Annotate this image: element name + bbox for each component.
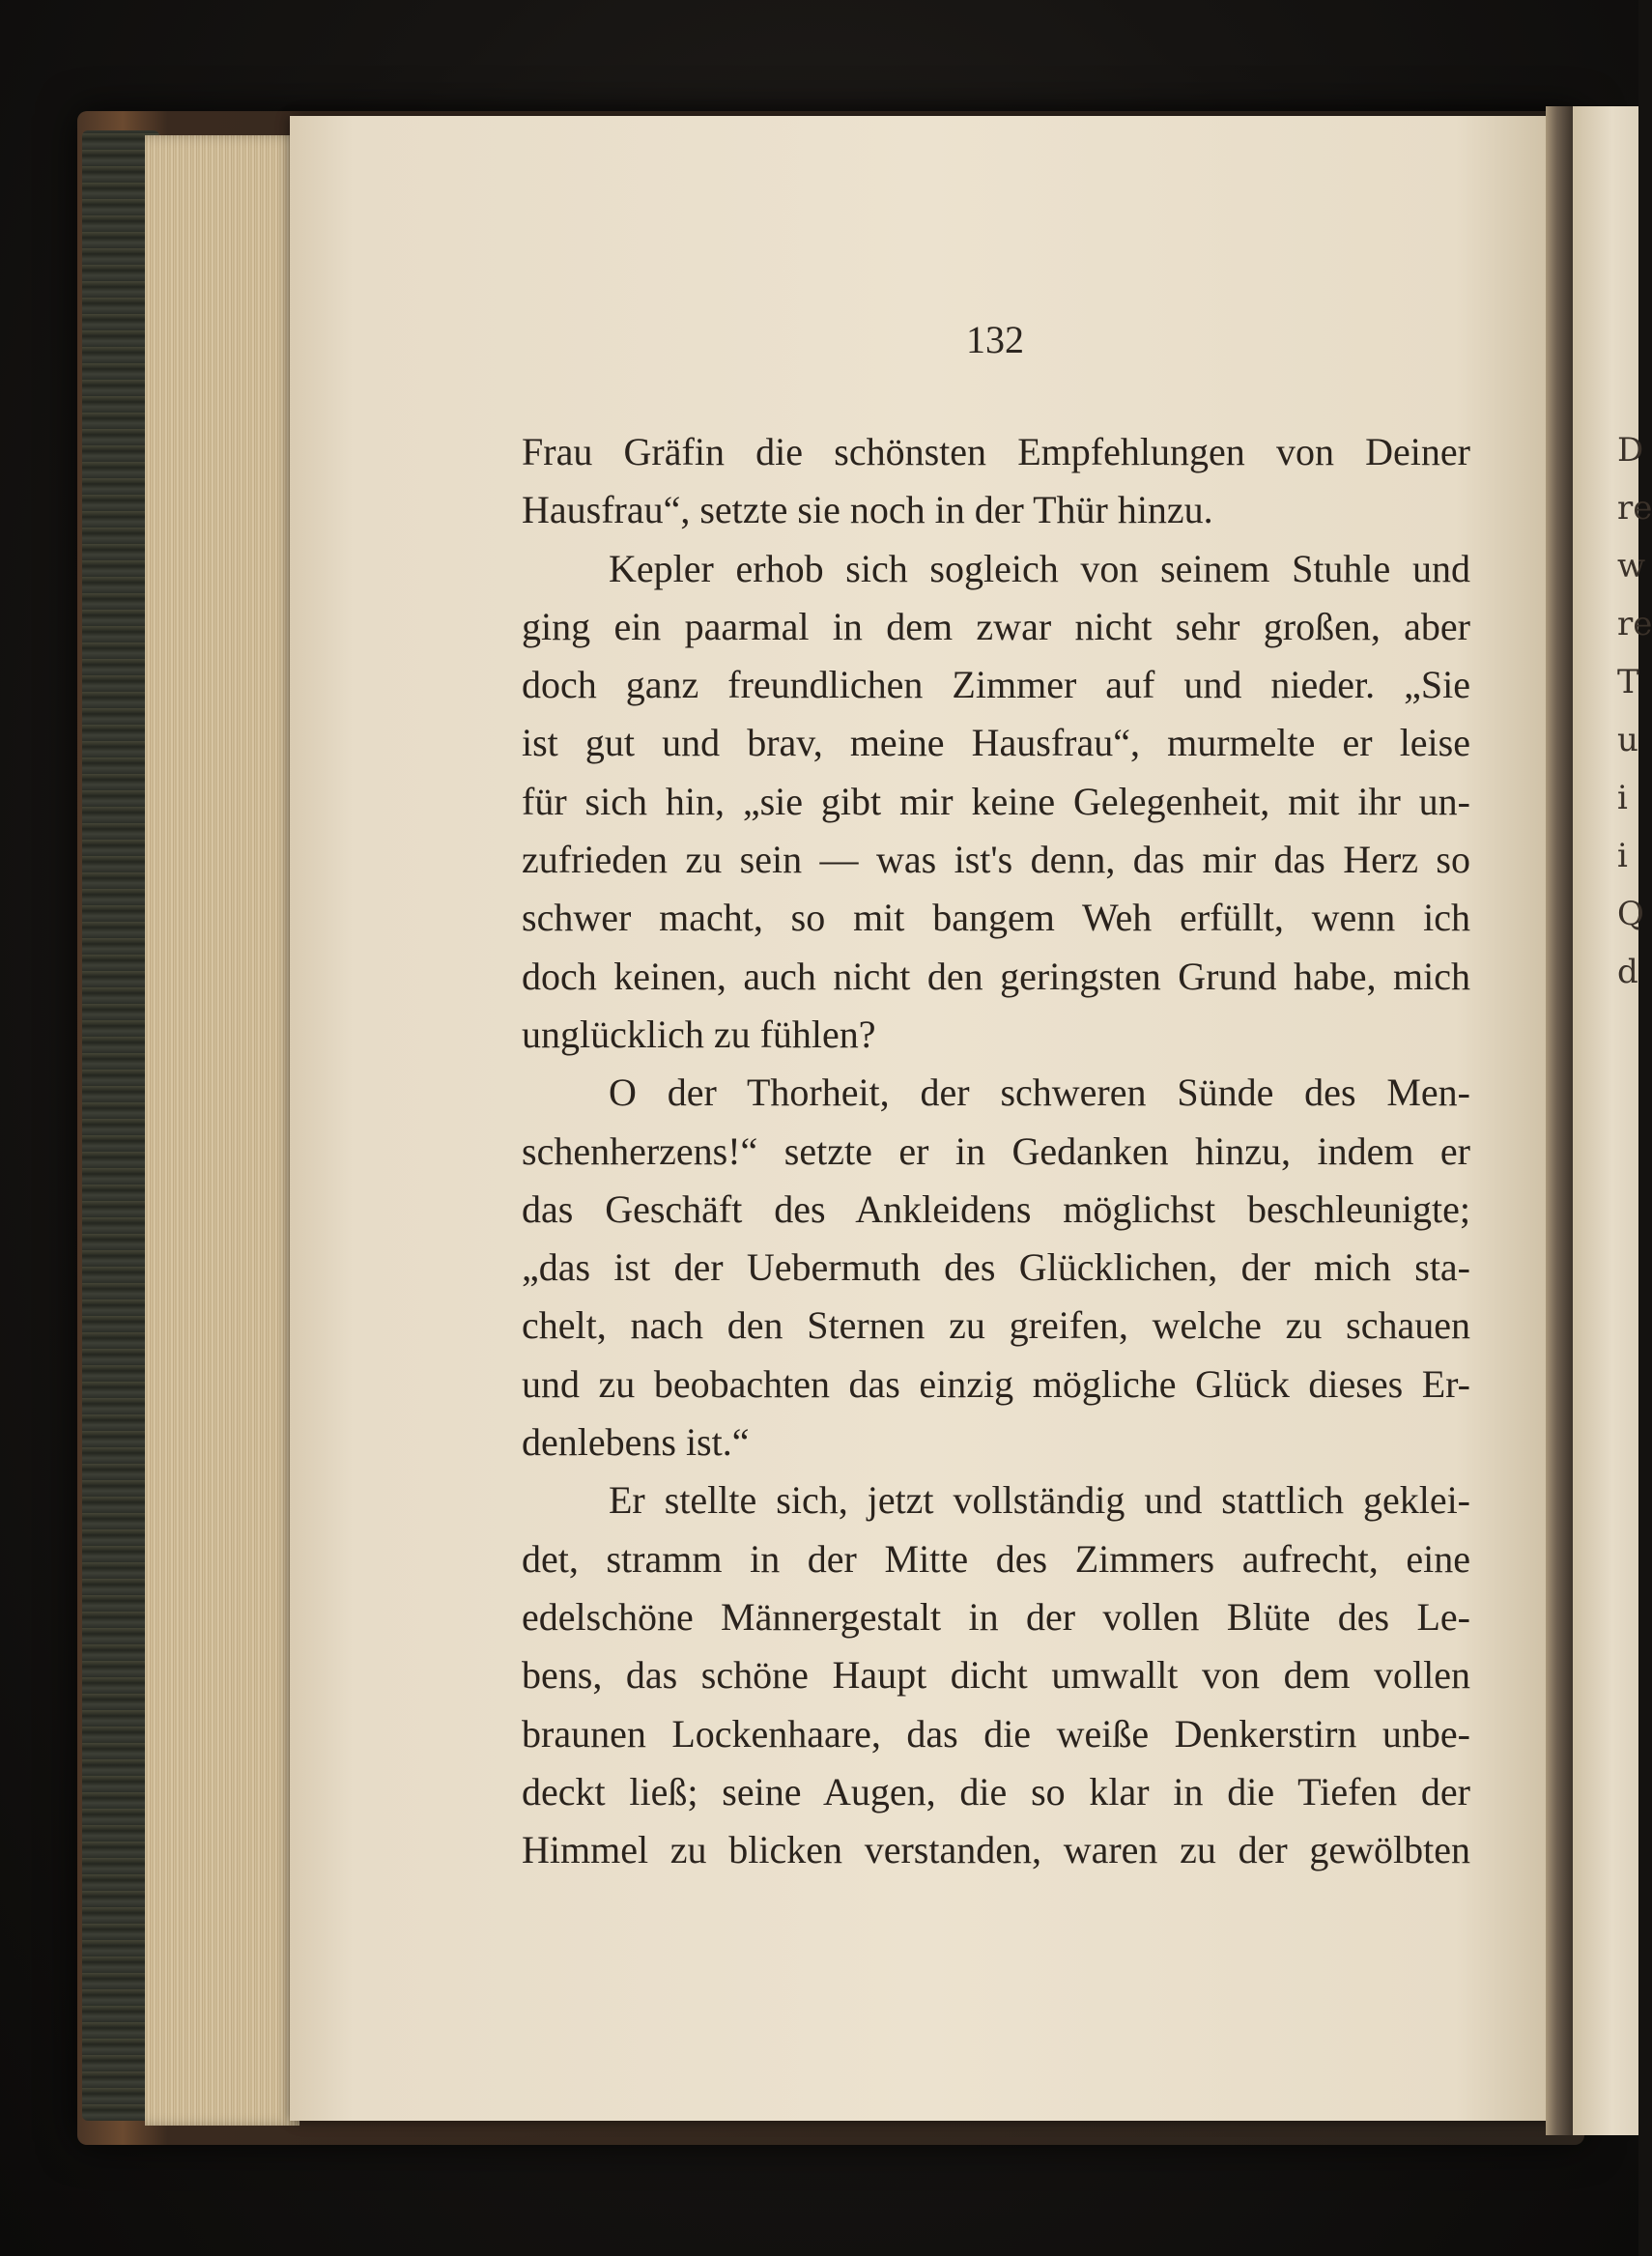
text-line: und zu beobachten das einzig mögliche Glück dieses Er- bbox=[522, 1361, 1470, 1406]
text-line: edelschöne Männergestalt in der vollen Blüte des Le- bbox=[522, 1594, 1470, 1639]
facing-page-edge bbox=[1573, 106, 1652, 2135]
facing-page-fragment: u bbox=[1617, 721, 1638, 759]
text-line: denlebens ist.“ bbox=[522, 1420, 750, 1465]
facing-page-fragment: i bbox=[1617, 779, 1628, 817]
facing-page-fragment: i bbox=[1617, 837, 1628, 875]
text-line: „das ist der Uebermuth des Glücklichen, der mich sta- bbox=[522, 1245, 1470, 1290]
text-line: schenherzens!“ setzte er in Gedanken hinzu, indem er bbox=[522, 1128, 1470, 1173]
facing-page-fragment: re bbox=[1617, 605, 1652, 643]
text-line: det, stramm in der Mitte des Zimmers aufrecht, eine bbox=[522, 1536, 1470, 1581]
text-line: bens, das schöne Haupt dicht umwallt von dem vollen bbox=[522, 1653, 1470, 1698]
facing-page-fragment: d bbox=[1617, 953, 1638, 991]
text-line: schwer macht, so mit bangem Weh erfüllt, wenn ich bbox=[522, 896, 1470, 940]
facing-page-fragment: D bbox=[1617, 431, 1644, 470]
facing-page-fragment: Q bbox=[1617, 895, 1644, 933]
page-number: 132 bbox=[966, 318, 1024, 361]
text-line: chelt, nach den Sternen zu greifen, welche zu schauen bbox=[522, 1303, 1470, 1348]
text-line: Kepler erhob sich sogleich von seinem Stuhle und bbox=[609, 546, 1470, 590]
text-line: Er stellte sich, jetzt vollständig und stattlich geklei- bbox=[609, 1478, 1470, 1523]
page-text bbox=[522, 423, 1470, 1879]
text-line: für sich hin, „sie gibt mir keine Gelegenheit, mit ihr un- bbox=[522, 779, 1470, 823]
facing-page-fragment: re bbox=[1617, 489, 1652, 528]
facing-page-fragment: T bbox=[1617, 663, 1639, 701]
text-line: O der Thorheit, der schweren Sünde des Men- bbox=[609, 1071, 1470, 1115]
text-line: ist gut und brav, meine Hausfrau“, murmelte er leise bbox=[522, 721, 1470, 765]
facing-page-fragment: w bbox=[1617, 547, 1646, 585]
text-line: deckt ließ; seine Augen, die so klar in die Tiefen der bbox=[522, 1769, 1470, 1813]
text-line: Hausfrau“, setzte sie noch in der Thür hinzu. bbox=[522, 488, 1213, 532]
text-line: das Geschäft des Ankleidens möglichst beschleunigte; bbox=[522, 1186, 1470, 1231]
text-line: braunen Lockenhaare, das die weiße Denkerstirn unbe- bbox=[522, 1711, 1470, 1756]
text-line: Himmel zu blicken verstanden, waren zu der gewölbten bbox=[522, 1828, 1470, 1872]
text-line: doch keinen, auch nicht den geringsten Grund habe, mich bbox=[522, 954, 1470, 998]
text-line: zufrieden zu sein — was ist's denn, das mir das Herz so bbox=[522, 838, 1470, 882]
text-line: unglücklich zu fühlen? bbox=[522, 1012, 876, 1056]
text-line: doch ganz freundlichen Zimmer auf und nieder. „Sie bbox=[522, 663, 1470, 707]
text-line: Frau Gräfin die schönsten Empfehlungen von Deiner bbox=[522, 430, 1470, 473]
book-gutter bbox=[1546, 106, 1573, 2135]
page-edges bbox=[145, 135, 299, 2126]
text-line: ging ein paarmal in dem zwar nicht sehr großen, aber bbox=[522, 604, 1470, 648]
